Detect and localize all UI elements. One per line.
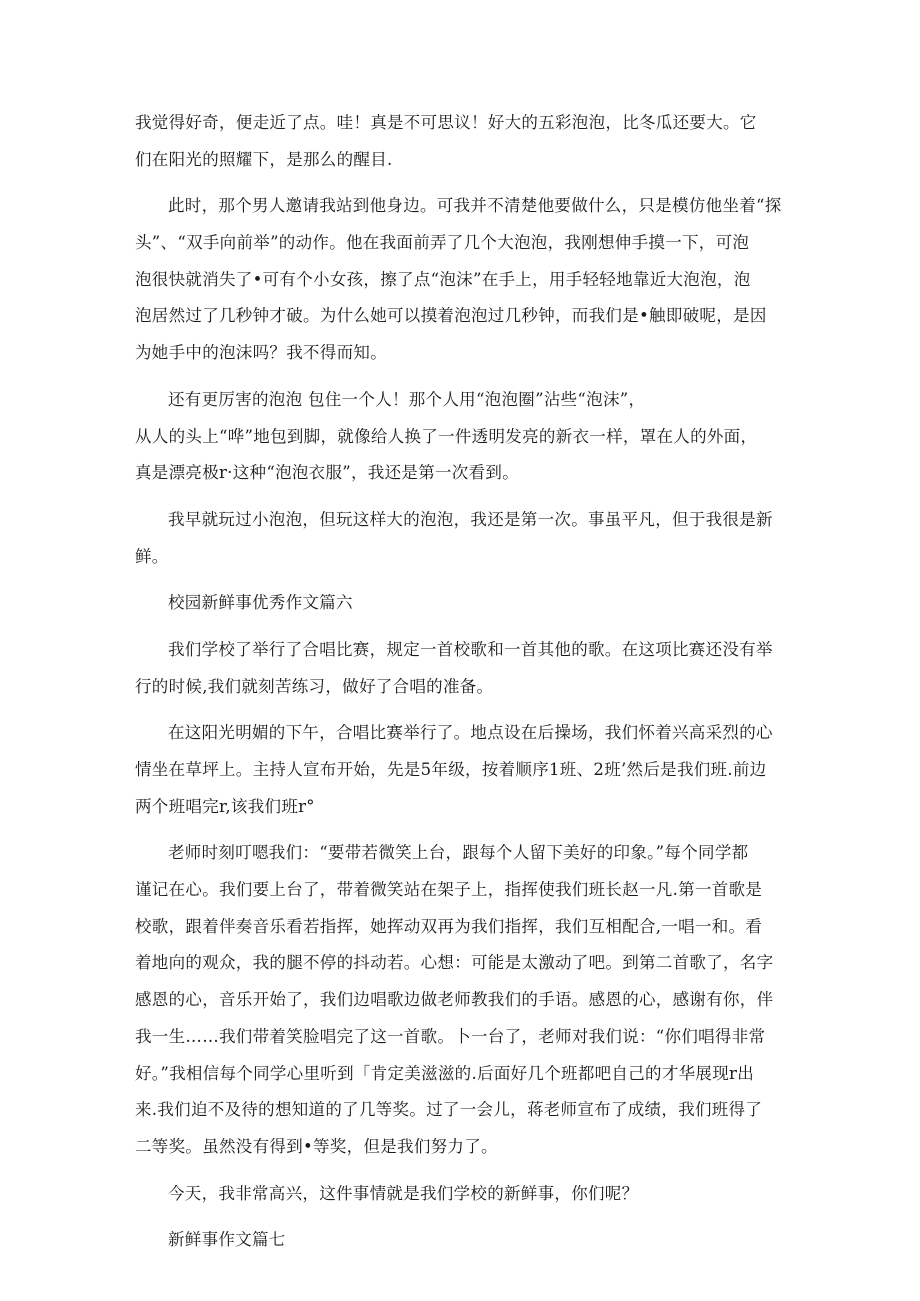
text-line: 头”、“双手向前举”的动作。他在我面前弄了几个大泡泡，我刚想伸手摸一下，可泡	[135, 233, 750, 253]
text-line: 两个班唱完r,该我们班r°	[135, 796, 315, 816]
text-line: 在这阳光明媚的下午，合唱比赛举行了。地点设在后操场，我们怀着兴高采烈的心	[168, 723, 773, 743]
text-line: 我觉得好奇，便走近了点。哇！真是不可思议！好大的五彩泡泡，比冬瓜还要大。它	[135, 113, 757, 132]
section-heading-six	[135, 585, 775, 622]
text-line: 着地向的观众，我的腿不停的抖动若。心想：可能是太激动了吧。到第二首歌了，名字	[135, 953, 774, 973]
paragraph-gap	[135, 825, 775, 835]
paragraph-choir-contest	[135, 632, 775, 705]
text-line: 感恩的心，音乐开始了，我们边唱歌边做老师教我们的手语。感恩的心，感谢有你，伴	[135, 990, 774, 1010]
text-line: 我一生……我们带着笑脸唱完了这一首歌。卜一台了，老师对我们说：“你们唱得非常	[135, 1026, 766, 1046]
text-line: 我们学校了举行了合唱比赛，规定一首校歌和一首其他的歌。在这项比赛还没有举	[168, 639, 773, 659]
paragraph-bubble-clothes	[135, 382, 775, 492]
text-line: 来.我们迫不及待的想知道的了几等奖。过了一会儿，蒋老师宣布了成绩，我们班得了	[135, 1100, 763, 1120]
text-line: 二等奖。虽然没有得到•等奖，但是我们努力了。	[135, 1136, 498, 1156]
paragraph-gap	[135, 1212, 775, 1222]
text-line: 们在阳光的照耀下，是那么的醒目.	[135, 149, 393, 169]
text-line: 泡居然过了几秒钟才破。为什么她可以摸着泡泡过几秒钟，而我们是•触即破呢，是因	[135, 306, 767, 326]
paragraph-man-invites	[135, 188, 782, 371]
text-line: 今天，我非常高兴，这件事情就是我们学校的新鲜事，你们呢？	[168, 1183, 639, 1203]
text-line: 真是漂亮极r·这种“泡泡衣服”，我还是第一次看到。	[135, 463, 520, 483]
paragraph-gap	[135, 492, 775, 502]
text-line: 校园新鲜事优秀作文篇六	[168, 593, 353, 613]
paragraph-gap	[135, 372, 775, 382]
paragraph-bubble-intro	[135, 105, 775, 178]
paragraph-gap	[135, 705, 775, 715]
text-line: 行的时候,我们就刻苦练习，做好了合唱的准备。	[135, 676, 494, 696]
paragraph-today-happy	[135, 1176, 775, 1213]
text-line: 情坐在草坪上。主持人宣布开始，先是5年级，按着顺序1班、2班’然后是我们班.前边	[135, 760, 767, 779]
document-body	[135, 105, 782, 1269]
text-line: 校歌，跟着伴奏音乐看若指挥，她挥动双再为我们指挥，我们互相配合,一唱一和。看	[135, 916, 763, 936]
paragraph-gap	[135, 178, 775, 188]
text-line: 鲜。	[135, 546, 169, 566]
paragraph-gap	[135, 575, 775, 585]
text-line: 还有更厉害的泡泡 包住一个人！那个人用“泡泡圈”沾些“泡沫”，	[168, 389, 646, 409]
text-line: 谨记在心。我们要上台了，带着微笑站在架子上，指挥使我们班长赵一凡.第一首歌是	[135, 880, 763, 900]
text-line: 此时，那个男人邀请我站到他身边。可我并不清楚他要做什么，只是模仿他坐着“探	[168, 196, 782, 216]
paragraph-gap	[135, 1259, 775, 1269]
paragraph-teacher-reminds	[135, 835, 775, 1165]
text-line: 新鲜事作文篇七	[168, 1230, 286, 1250]
paragraph-gap	[135, 622, 775, 632]
paragraph-first-time	[135, 502, 775, 575]
section-heading-seven	[135, 1222, 775, 1259]
text-line: 泡很快就消失了•可有个小女孩，擦了点“泡沫”在手上，用手轻轻地靠近大泡泡，泡	[135, 269, 751, 289]
text-line: 我早就玩过小泡泡，但玩这样大的泡泡，我还是第一次。事虽平凡，但于我很是新	[168, 509, 773, 529]
paragraph-gap	[135, 1166, 775, 1176]
text-line: 老师时刻叮嗯我们：“要带若微笑上台，跟每个人留下美好的印象。”每个同学都	[168, 843, 749, 863]
paragraph-sunny-afternoon	[135, 715, 775, 825]
text-line: 好。”我相信每个同学心里听到「肯定美滋滋的.后面好几个班都吧自己的才华展现r出	[135, 1063, 755, 1083]
text-line: 为她手中的泡沫吗？我不得而知。	[135, 343, 387, 363]
text-line: 从人的头上“哗”地包到脚，就像给人换了一件透明发亮的新衣一样，罩在人的外面，	[135, 426, 758, 446]
